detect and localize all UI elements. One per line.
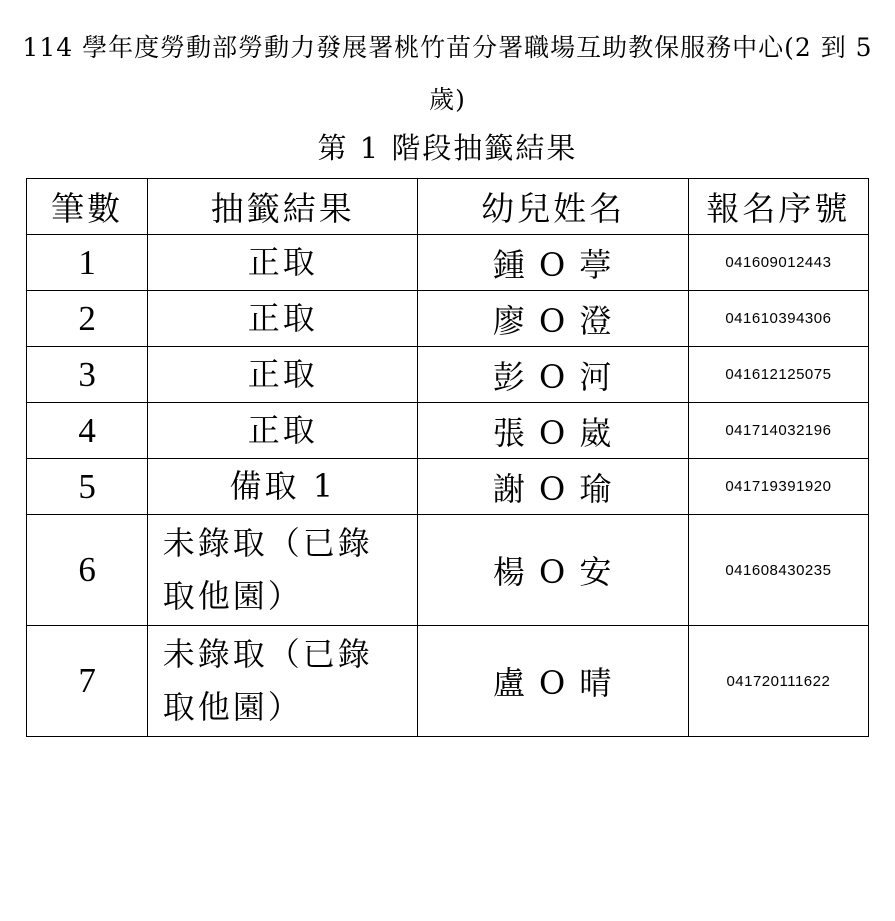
table-row [27,515,869,626]
row-registration-no: 041609012443 [688,235,868,291]
table-header-row [27,179,869,235]
row-result-text: 正取 [247,355,318,393]
row-child-name: 張 O 崴 [418,403,688,459]
header-result: 抽籤結果 [148,179,418,235]
row-registration-no: 041610394306 [688,291,868,347]
row-result [148,291,418,347]
row-result-text: 正取 [247,411,318,449]
row-child-name: 鍾 O 葶 [418,235,688,291]
row-number: 4 [27,403,148,459]
row-child-name: 彭 O 河 [418,347,688,403]
row-result-text: 未錄取（已錄取他園） [162,635,373,726]
table-row [27,291,869,347]
row-registration-no: 041720111622 [688,626,868,737]
table-row [27,235,869,291]
lottery-results-table [26,178,869,737]
row-registration-no: 041714032196 [688,403,868,459]
row-number: 1 [27,235,148,291]
row-registration-no: 041612125075 [688,347,868,403]
row-number: 2 [27,291,148,347]
row-result-text: 備取 1 [229,467,337,505]
row-result [148,515,418,626]
row-result [148,235,418,291]
document-title: 114 學年度勞動部勞動力發展署桃竹苗分署職場互助教保服務中心(2 到 5 歲) [22,33,873,114]
row-child-name: 盧 O 晴 [418,626,688,737]
document-subtitle: 第 1 階段抽籤結果 [317,131,578,165]
header-child-name: 幼兒姓名 [418,179,688,235]
row-number: 3 [27,347,148,403]
row-result [148,347,418,403]
row-result-text: 未錄取（已錄取他園） [162,524,373,615]
row-registration-no: 041608430235 [688,515,868,626]
row-result [148,459,418,515]
row-registration-no: 041719391920 [688,459,868,515]
row-result [148,403,418,459]
row-number: 5 [27,459,148,515]
table-row [27,403,869,459]
row-child-name: 楊 O 安 [418,515,688,626]
table-row [27,347,869,403]
row-result-text: 正取 [247,243,318,281]
header-number: 筆數 [27,179,148,235]
row-child-name: 謝 O 瑜 [418,459,688,515]
table-row [27,459,869,515]
row-result-text: 正取 [247,299,318,337]
row-child-name: 廖 O 澄 [418,291,688,347]
row-number: 7 [27,626,148,737]
row-result [148,626,418,737]
table-row [27,626,869,737]
header-registration-no: 報名序號 [688,179,868,235]
row-number: 6 [27,515,148,626]
